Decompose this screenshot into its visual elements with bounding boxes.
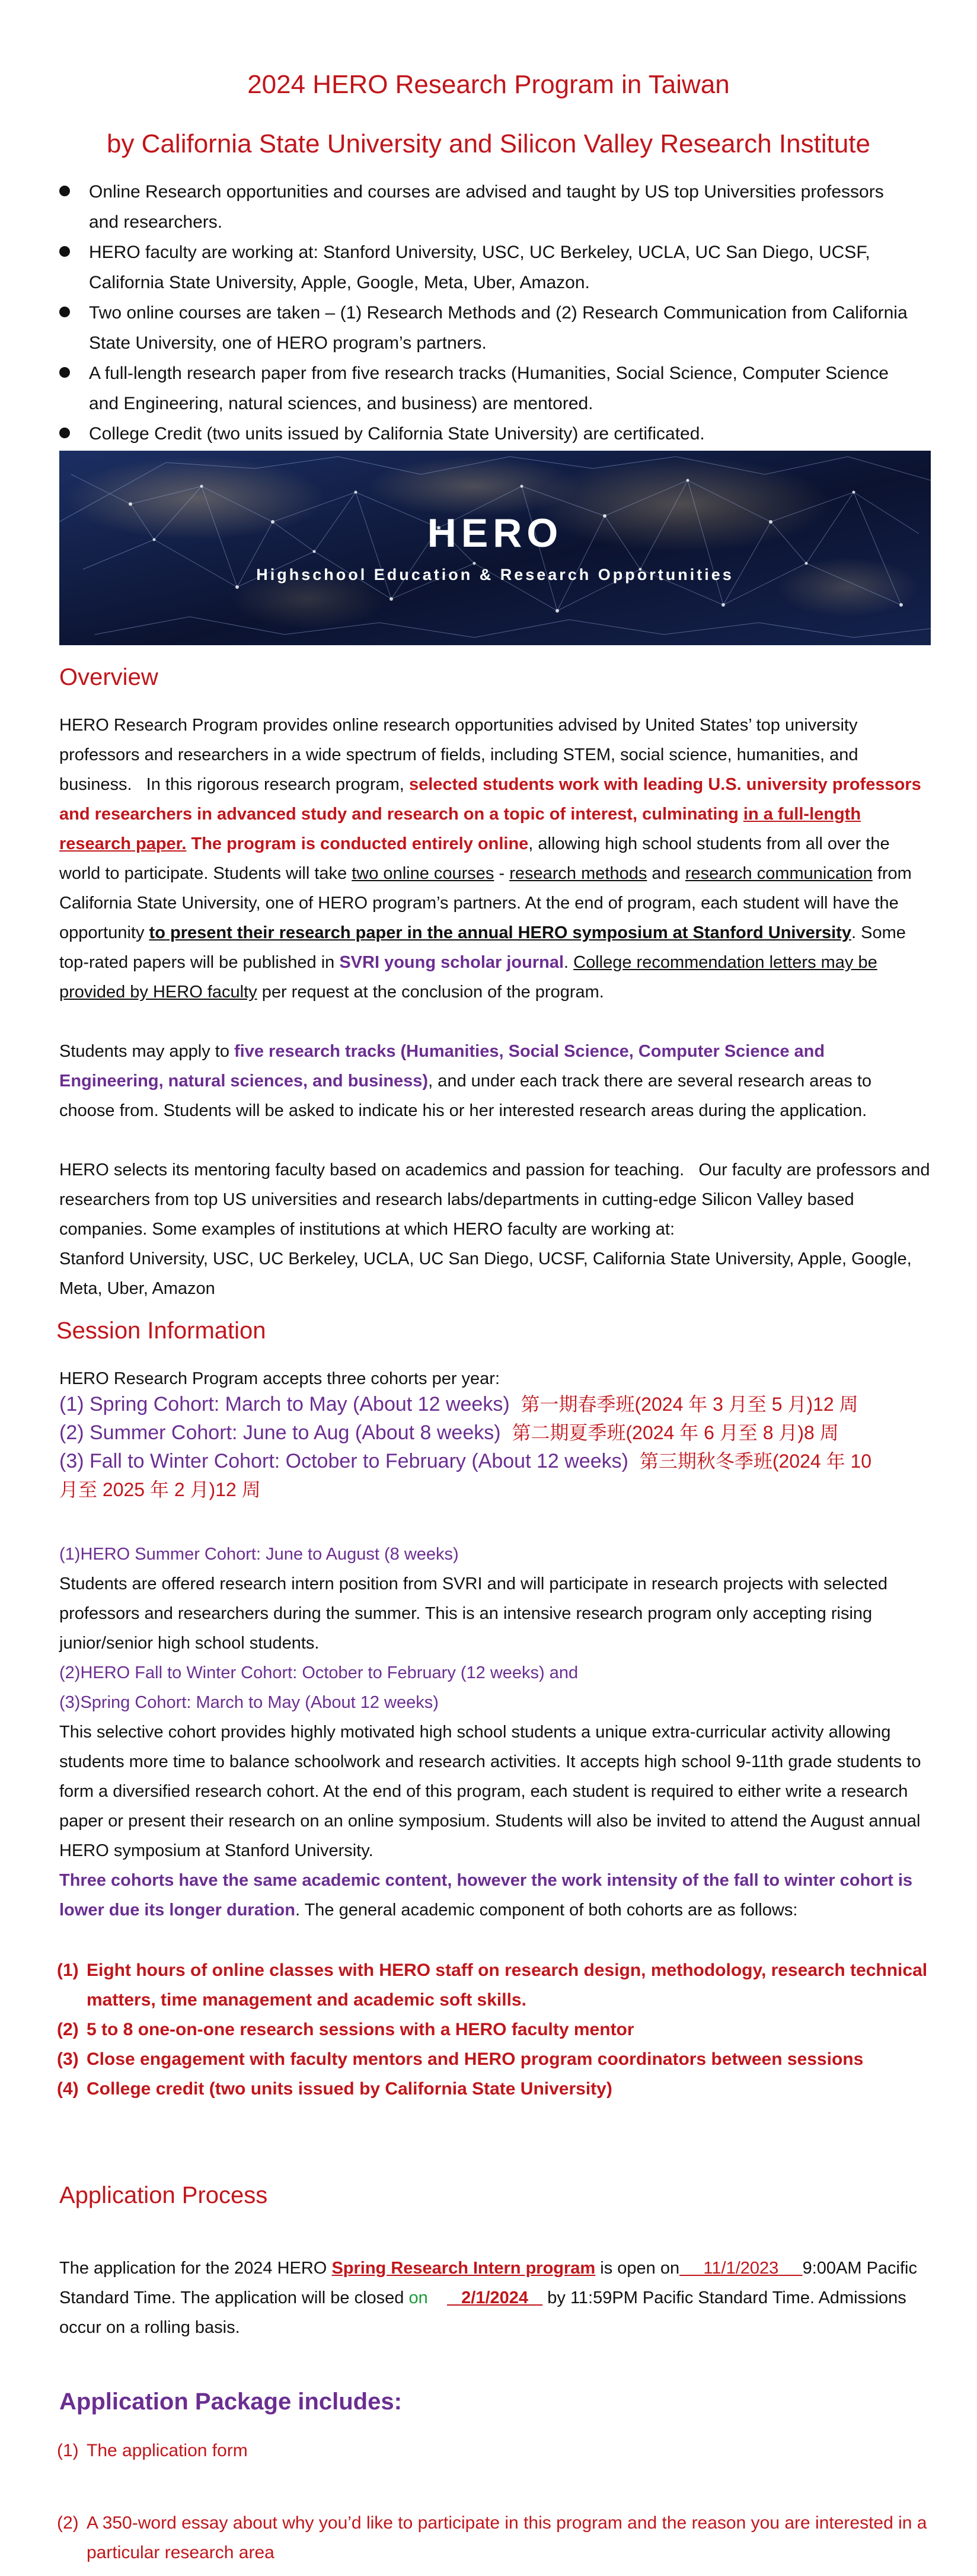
bullet-icon bbox=[59, 307, 70, 317]
hero-banner-image bbox=[59, 451, 931, 645]
page-subtitle: by California State University and Silicon Valley Research Institute bbox=[106, 129, 870, 158]
highlights-list bbox=[59, 177, 931, 449]
list-item: (4) College credit (two units issued by California State University) bbox=[57, 2079, 612, 2099]
overview-paragraph: HERO Research Program provides online research opportunities advised by United States’ top university professors and researchers in a wide spectrum of fields, including STEM, social science, humanities, and business. In this rigorous research program, selected students work with leading U.S. university professors and researchers in advanced study and research on a topic of interest, culminating in a full-length research paper. The program is conducted entirely online, allowing high school students from all over the world to participate. Students will take two online courses - research methods and research communication from California State University, one of HERO program’s partners. At the end of program, each student will have the opportunity to present their research paper in the annual HERO symposium at Stanford University. Some top-rated papers will be published in SVRI young scholar journal. College recommendation letters may be provided by HERO faculty per request at the conclusion of the program. bbox=[59, 716, 921, 1002]
bullet-icon bbox=[59, 246, 70, 257]
summer-cohort-section: (1)HERO Summer Cohort: June to August (8 weeks) Students are offered research intern position from SVRI and will participate in research projects with selected professors and researchers during the summer. This is an intensive research program only accepting rising junior/senior high school students. (2)HERO Fall to Winter Cohort: October to February (12 weeks) and (3)Spring Cohort: March to May (About 12 weeks) This selective cohort provides highly motivated high school students a unique extra-curricular activity allowing students more time to balance schoolwork and research activities. It accepts high school 9-11th grade students to form a diversified research cohort. At the end of this program, each student is required to either write a research paper or present their research on an online symposium. Students will also be invited to attend the August annual HERO symposium at Stanford University. Three cohorts have the same academic content, however the work intensity of the fall to winter cohort is lower due its longer duration. The general academic component of both cohorts are as follows: bbox=[59, 1545, 921, 1920]
bullet-icon bbox=[59, 428, 70, 438]
cohort-item: (3) Fall to Winter Cohort: October to February (About 12 weeks) 第三期秋冬季班(2024 年 10 月至 2025 年 2 月)12 周 bbox=[59, 1450, 872, 1500]
list-item: Two online courses are taken – (1) Research Methods and (2) Research Communication from California State University, one of HERO program’s partners. bbox=[59, 298, 931, 358]
list-item: (2) A 350-word essay about why you’d like to participate in this program and the reason you are interested in a particular research area bbox=[57, 2513, 927, 2562]
page-title: 2024 HERO Research Program in Taiwan bbox=[247, 70, 730, 99]
package-list bbox=[57, 2436, 934, 2466]
cohort-list bbox=[59, 1390, 937, 1504]
academic-components-list bbox=[57, 1956, 934, 2104]
application-heading: Application Process bbox=[59, 2182, 268, 2208]
list-item: Online Research opportunities and courses are advised and taught by US top Universities professors and researchers. bbox=[59, 177, 931, 237]
banner-subtitle: Highschool Education & Research Opportunities bbox=[256, 566, 734, 584]
application-paragraph: The application for the 2024 HERO Spring Research Intern program is open on 11/1/2023 9:00AM Pacific Standard Time. The application will be closed on 2/1/2024 by 11:59PM Pacific Standard Time. Admissions occur on a rolling basis. bbox=[59, 2259, 917, 2337]
tracks-paragraph: Students may apply to five research tracks (Humanities, Social Science, Computer Science and Engineering, natural sciences, and business), and under each track there are several research areas to choose from. Students will be asked to indicate his or her interested research areas during the application. bbox=[59, 1042, 872, 1120]
list-item: (1) The application form bbox=[57, 2441, 248, 2460]
session-intro: HERO Research Program accepts three cohorts per year: bbox=[59, 1369, 500, 1388]
faculty-paragraph: HERO selects its mentoring faculty based on academics and passion for teaching. Our faculty are professors and researchers from top US universities and research labs/departments in cutting-edge Silicon Valley based companies. Some examples of institutions at which HERO faculty are working at: Stanford University, USC, UC Berkeley, UCLA, UC San Diego, UCSF, California State University, Apple, Google, Meta, Uber, Amazon bbox=[59, 1161, 930, 1298]
list-item: HERO faculty are working at: Stanford University, USC, UC Berkeley, UCLA, UC San Diego, UCSF, California State University, Apple, Google, Meta, Uber, Amazon. bbox=[59, 237, 931, 298]
list-item: (3) Close engagement with faculty mentors and HERO program coordinators between sessions bbox=[57, 2049, 864, 2069]
program-link[interactable]: Spring Research Intern program bbox=[331, 2259, 596, 2278]
bullet-icon bbox=[59, 186, 70, 196]
package-heading: Application Package includes: bbox=[59, 2389, 402, 2415]
cohort-item: (2) Summer Cohort: June to Aug (About 8 weeks) 第二期夏季班(2024 年 6 月至 8 月)8 周 bbox=[59, 1421, 839, 1444]
banner-logo-text: HERO bbox=[427, 511, 563, 556]
list-item: College Credit (two units issued by California State University) are certificated. bbox=[59, 419, 931, 449]
session-heading: Session Information bbox=[56, 1318, 266, 1344]
list-item: (2) 5 to 8 one-on-one research sessions with a HERO faculty mentor bbox=[57, 2020, 634, 2039]
open-date: 11/1/2023 bbox=[703, 2259, 779, 2278]
list-item: A full-length research paper from five research tracks (Humanities, Social Science, Computer Science and Engineering, natural sciences, and business) are mentored. bbox=[59, 358, 931, 419]
bullet-icon bbox=[59, 367, 70, 378]
close-date: 2/1/2024 bbox=[461, 2288, 529, 2307]
list-item: (1) Eight hours of online classes with HERO staff on research design, methodology, research technical matters, time management and academic soft skills. bbox=[57, 1960, 928, 2010]
network-map-graphic bbox=[59, 451, 931, 645]
overview-heading: Overview bbox=[59, 664, 158, 690]
package-list-2 bbox=[57, 2508, 934, 2568]
cohort-item: (1) Spring Cohort: March to May (About 12 weeks) 第一期春季班(2024 年 3 月至 5 月)12 周 bbox=[59, 1393, 858, 1415]
